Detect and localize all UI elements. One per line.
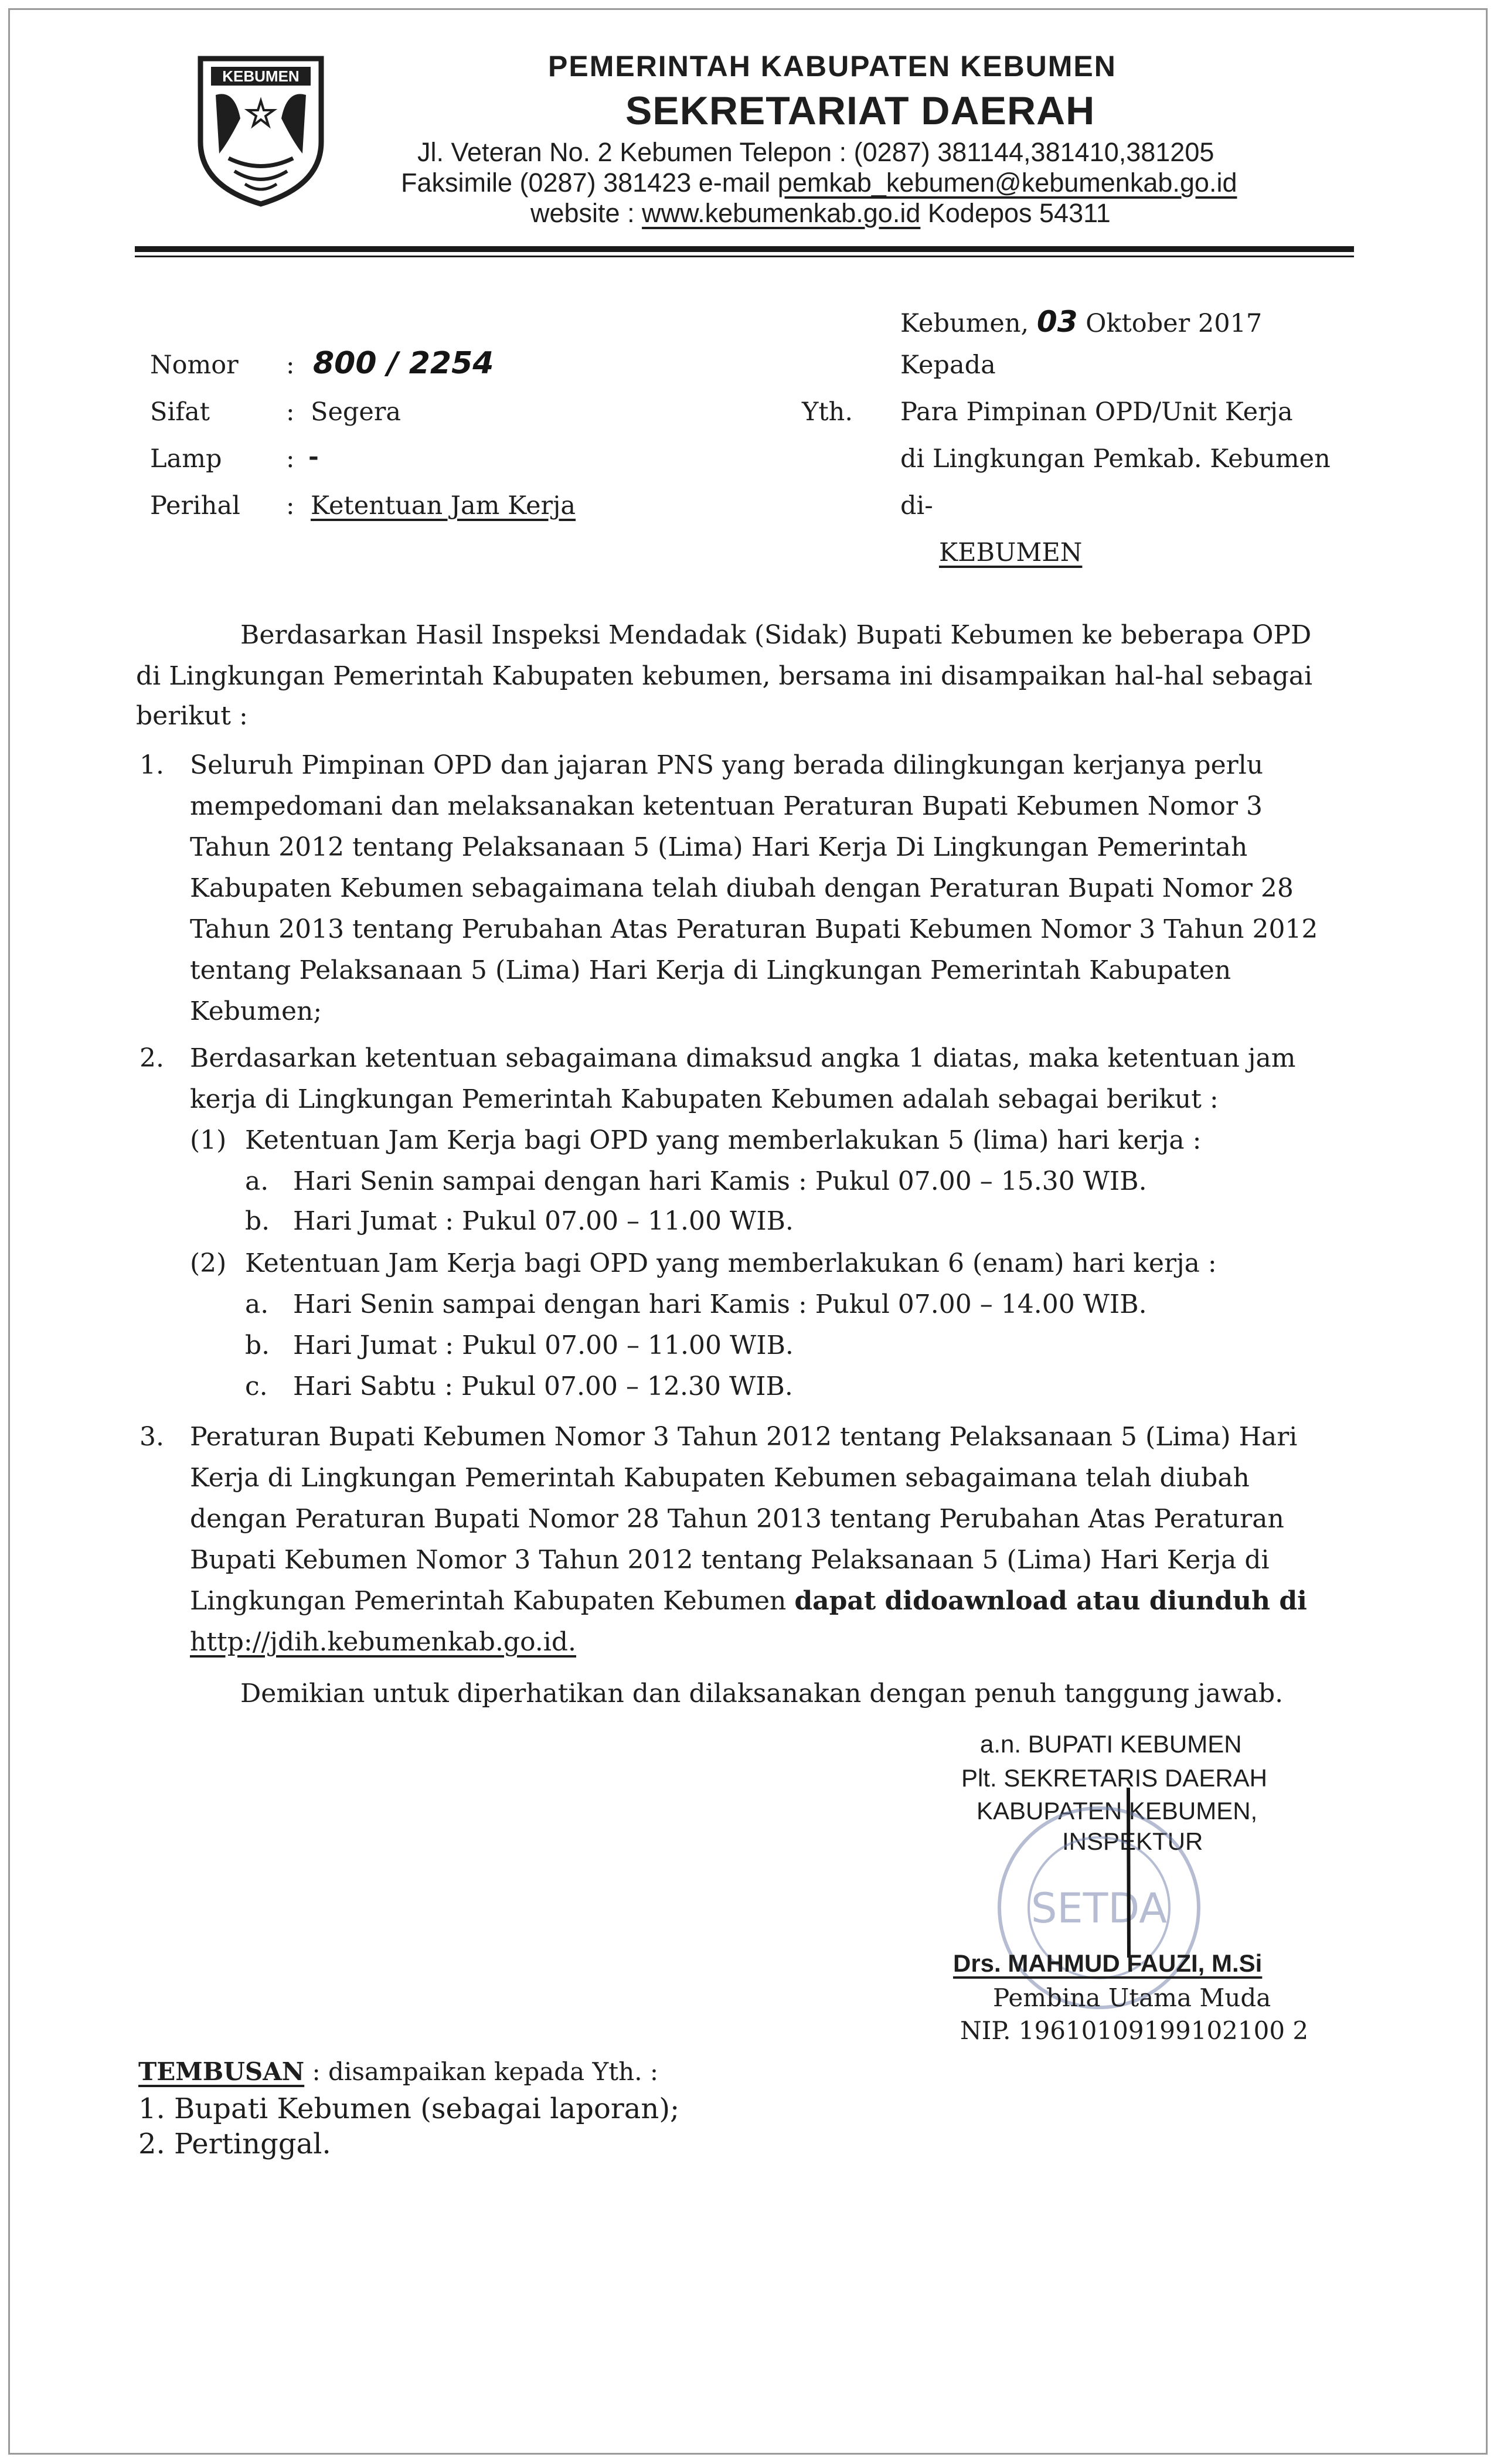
item-1-line: Kabupaten Kebumen sebagaimana telah diubah dengan Peraturan Bupati Nomor 28 [190,873,1294,903]
date-month-year: Oktober 2017 [1086,309,1263,338]
recipient-city: KEBUMEN [939,538,1083,567]
lamp-colon: : [286,444,295,474]
nomor-colon: : [286,350,295,380]
lamp-label: Lamp [150,444,222,474]
sub-2-c-text: Hari Sabtu : Pukul 07.00 – 12.30 WIB. [293,1371,793,1401]
sub-1-a-label: a. [245,1166,269,1196]
signature-line-1: a.n. BUPATI KEBUMEN [980,1730,1242,1758]
yth-label: Yth. [802,397,853,427]
letterhead-government: PEMERINTAH KABUPATEN KEBUMEN [548,50,1117,83]
sifat-colon: : [286,397,295,427]
letterhead-email-link[interactable]: pemkab_kebumen@kebumenkab.go.id [777,168,1237,198]
perihal-colon: : [286,491,295,520]
jdih-link[interactable]: http://jdih.kebumenkab.go.id. [190,1627,576,1657]
item-3-line-5 [190,1586,1307,1616]
letterhead-postcode: Kodepos 54311 [920,198,1111,228]
date-place: Kebumen, [900,309,1029,338]
letterhead-web [530,198,1111,229]
item-1-line: mempedomani dan melaksanakan ketentuan Peraturan Bupati Kebumen Nomor 3 [190,791,1263,821]
item-3-line-5-text: Lingkungan Pemerintah Kabupaten Kebumen [190,1586,795,1616]
item-1-line: Tahun 2013 tentang Perubahan Atas Peraturan Bupati Kebumen Nomor 3 Tahun 2012 [190,914,1318,944]
item-1-line: Kebumen; [190,996,322,1026]
tembusan-text: : disampaikan kepada Yth. : [304,2057,659,2086]
sub-1-b-label: b. [245,1206,270,1236]
letterhead-rule-thin [135,256,1354,257]
sub-1-a-text: Hari Senin sampai dengan hari Kamis : Pukul 07.00 – 15.30 WIB. [293,1166,1147,1196]
signature-stroke-icon [1125,1788,1131,1963]
item-2-line: Berdasarkan ketentuan sebagaimana dimaksud angka 1 diatas, maka ketentuan jam [190,1043,1296,1073]
letterhead-address: Jl. Veteran No. 2 Kebumen Telepon : (0287) 381144,381410,381205 [417,137,1214,167]
perihal-label: Perihal [150,491,240,520]
signature-line-3: KABUPATEN KEBUMEN, [977,1797,1258,1825]
closing-sentence: Demikian untuk diperhatikan dan dilaksanakan dengan penuh tanggung jawab. [240,1679,1284,1709]
intro-line-3: berikut : [136,701,248,731]
svg-text:SETDA: SETDA [1031,1884,1167,1932]
sub-2-b-text: Hari Jumat : Pukul 07.00 – 11.00 WIB. [293,1330,794,1360]
recipient-line-1: Para Pimpinan OPD/Unit Kerja [900,397,1293,427]
sifat-label: Sifat [150,397,210,427]
kebumen-regency-emblem-icon [193,54,328,207]
sub-2-b-label: b. [245,1330,270,1360]
item-1-line: Tahun 2012 tentang Pelaksanaan 5 (Lima) Hari Kerja Di Lingkungan Pemerintah [190,832,1248,862]
item-3-download-note: dapat didoawnload atau diunduh di [794,1586,1307,1616]
letterhead-fax: Faksimile (0287) 381423 e-mail [401,168,778,198]
signature-line-4: INSPEKTUR [1062,1827,1203,1855]
item-3-number: 3. [140,1422,164,1452]
perihal-value: Ketentuan Jam Kerja [311,491,576,520]
signatory-nip: NIP. 19610109199102100 2 [960,2016,1309,2045]
signature-line-2: Plt. SEKRETARIS DAERAH [961,1764,1268,1792]
kepada-label: Kepada [900,350,996,380]
nomor-value: 800 / 2254 [313,346,494,381]
letterhead-website-label: website : [530,198,642,228]
tembusan-header [138,2057,658,2086]
sub-2-title: Ketentuan Jam Kerja bagi OPD yang memberlakukan 6 (enam) hari kerja : [245,1248,1217,1278]
signatory-name: Drs. MAHMUD FAUZI, M.Si [953,1949,1263,1977]
item-3-line: Kerja di Lingkungan Pemerintah Kabupaten Kebumen sebagaimana telah diubah [190,1463,1250,1493]
item-1-line: Seluruh Pimpinan OPD dan jajaran PNS yang berada dilingkungan kerjanya perlu [190,750,1264,780]
nomor-label: Nomor [150,350,239,380]
item-3-line: Bupati Kebumen Nomor 3 Tahun 2012 tentang Pelaksanaan 5 (Lima) Hari Kerja di [190,1545,1270,1575]
item-3-line: Peraturan Bupati Kebumen Nomor 3 Tahun 2012 tentang Pelaksanaan 5 (Lima) Hari [190,1422,1298,1452]
intro-line-1: Berdasarkan Hasil Inspeksi Mendadak (Sidak) Bupati Kebumen ke beberapa OPD [240,620,1312,650]
item-2-number: 2. [140,1043,164,1073]
letterhead-website-link[interactable]: www.kebumenkab.go.id [642,198,921,228]
sub-2-a-label: a. [245,1289,269,1319]
sub-2-number: (2) [190,1248,227,1278]
sub-1-b-text: Hari Jumat : Pukul 07.00 – 11.00 WIB. [293,1206,794,1236]
sub-1-title: Ketentuan Jam Kerja bagi OPD yang memberlakukan 5 (lima) hari kerja : [245,1125,1202,1155]
recipient-di: di- [900,491,933,520]
svg-text:KEBUMEN: KEBUMEN [222,67,300,85]
letterhead-office: SEKRETARIAT DAERAH [625,89,1095,133]
sub-2-c-label: c. [245,1371,268,1401]
letterhead-rule-thick [135,246,1354,252]
letter-date [900,305,1262,339]
tembusan-item: 1. Bupati Kebumen (sebagai laporan); [138,2092,680,2125]
item-2-line: kerja di Lingkungan Pemerintah Kabupaten Kebumen adalah sebagai berikut : [190,1084,1219,1114]
item-1-number: 1. [140,750,164,780]
item-3-line: dengan Peraturan Bupati Nomor 28 Tahun 2013 tentang Perubahan Atas Peraturan [190,1504,1284,1534]
tembusan-item: 2. Pertinggal. [138,2128,331,2160]
recipient-line-2: di Lingkungan Pemkab. Kebumen [900,444,1331,474]
intro-line-2: di Lingkungan Pemerintah Kabupaten kebumen, bersama ini disampaikan hal-hal sebagai [136,661,1313,691]
tembusan-label: TEMBUSAN [138,2057,305,2086]
signatory-rank: Pembina Utama Muda [993,1983,1271,2012]
lamp-value: - [308,442,319,471]
item-1-line: tentang Pelaksanaan 5 (Lima) Hari Kerja di Lingkungan Pemerintah Kabupaten [190,955,1231,985]
sub-1-number: (1) [190,1125,227,1155]
letterhead-contact [401,168,1237,198]
date-day-handwritten: 03 [1036,305,1078,339]
sub-2-a-text: Hari Senin sampai dengan hari Kamis : Pukul 07.00 – 14.00 WIB. [293,1289,1147,1319]
sifat-value: Segera [311,397,402,427]
